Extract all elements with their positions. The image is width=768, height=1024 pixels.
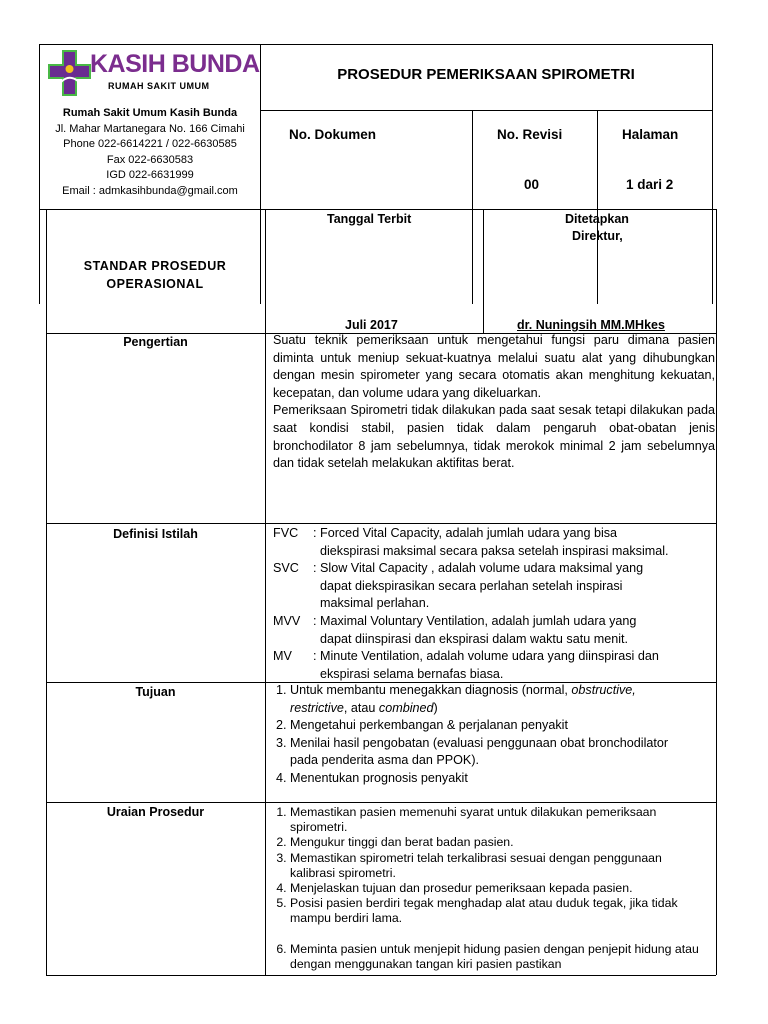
- mvv-term: MVV: [273, 613, 301, 628]
- mvv-desc: : Maximal Voluntary Ventilation, adalah jumlah udara yang: [313, 613, 637, 628]
- mv-term: MV: [273, 649, 292, 664]
- mv-desc: : Minute Ventilation, adalah volume udara yang diinspirasi dan: [313, 649, 659, 664]
- pengertian-content: [273, 332, 715, 473]
- pengertian-para2: Pemeriksaan Spirometri tidak dilakukan pada saat sesak tetapi dilakukan pada saat kondisi stabil, pasien tidak dalam pengaruh obat-obatan jenis bronchodilator 8 jam sebelumnya, tidak merokok minimal 2 jam sebelumnya dan tidak setelah melakukan aktifitas berat.: [273, 403, 715, 471]
- uraian-label: Uraian Prosedur: [106, 805, 205, 819]
- tujuan-item-2: 2. Mengetahui perkembangan & perjalanan penyakit: [290, 717, 693, 735]
- tanggal-terbit-label: Tanggal Terbit: [327, 212, 412, 226]
- fvc-desc-cont: diekspirasi maksimal secara paksa setelah inspirasi maksimal.: [320, 543, 669, 558]
- hospital-name: Rumah Sakit Umum Kasih Bunda: [62, 107, 238, 119]
- direktur-label: Direktur,: [572, 229, 623, 243]
- no-revisi-value: 00: [524, 177, 540, 192]
- svc-desc: : Slow Vital Capacity , adalah volume udara maksimal yang: [313, 561, 644, 576]
- definisi-svc: [273, 560, 715, 578]
- definisi-content: [273, 525, 715, 683]
- hospital-phone: Phone 022-6614221 / 022-6630585: [63, 138, 237, 151]
- tujuan-item-3: 3. Menilai hasil pengobatan (evaluasi penggunaan obat bronchodilator pada penderita asma dan PPOK).: [290, 735, 693, 770]
- hospital-contact: [40, 106, 260, 200]
- logo-name: KASIH BUNDA: [90, 50, 260, 78]
- tujuan-content: [273, 682, 693, 788]
- uraian-item-4: 4. Menjelaskan tujuan dan prosedur pemeriksaan kepada pasien.: [290, 881, 703, 896]
- uraian-item-1: 1. Memastikan pasien memenuhi syarat untuk dilakukan pemeriksaan spirometri.: [290, 805, 703, 835]
- mv-desc-cont: ekspirasi selama bernafas biasa.: [320, 666, 504, 681]
- sop-title-line1: STANDAR PROSEDUR: [83, 259, 227, 273]
- tujuan-item-1: 1. Untuk membantu menegakkan diagnosis (normal, obstructive, restrictive, atau combined): [290, 682, 693, 717]
- uraian-item-2: 2. Mengukur tinggi dan berat badan pasien.: [290, 835, 703, 850]
- cross-logo-icon: [47, 48, 93, 98]
- no-dokumen-label: No. Dokumen: [289, 127, 377, 142]
- hospital-email: Email : admkasihbunda@gmail.com: [62, 184, 238, 197]
- logo-subtitle: RUMAH SAKIT UMUM: [108, 81, 210, 91]
- uraian-item-6: 6. Meminta pasien untuk menjepit hidung pasien dengan penjepit hidung atau dengan menggunakan tangan kiri pasien pastikan: [290, 942, 703, 972]
- mvv-desc-cont: dapat diinspirasi dan ekspirasi dalam waktu satu menit.: [320, 631, 629, 646]
- tujuan-label: Tujuan: [135, 685, 176, 699]
- director-name: dr. Nuningsih MM.MHkes: [517, 318, 665, 332]
- uraian-item-5: 5. Posisi pasien berdiri tegak menghadap alat atau duduk tegak, jika tidak mampu berdiri lama.: [290, 896, 703, 926]
- definisi-fvc: [273, 525, 715, 543]
- svc-desc-cont2: maksimal perlahan.: [320, 596, 430, 611]
- hospital-igd: IGD 022-6631999: [106, 169, 194, 182]
- fvc-desc: : Forced Vital Capacity, adalah jumlah udara yang bisa: [313, 526, 618, 540]
- svc-desc-cont: dapat diekspirasikan secara perlahan setelah inspirasi: [320, 578, 623, 593]
- pengertian-para1: Suatu teknik pemeriksaan untuk mengetahui fungsi paru dimana pasien diminta untuk meniup sekuat-kuatnya melalui suatu alat yang dihubungkan dengan mesin spirometer yang secara otomatis akan menghitung kekuatan, kecepatan, dan volume udara yang dikeluarkan.: [273, 333, 715, 400]
- document-title: PROSEDUR PEMERIKSAAN SPIROMETRI: [337, 66, 635, 83]
- definisi-mv: [273, 648, 715, 666]
- definisi-mvv: [273, 613, 715, 631]
- sop-title-line2: OPERASIONAL: [106, 277, 204, 291]
- svc-term: SVC: [273, 561, 299, 576]
- halaman-value: 1 dari 2: [626, 177, 674, 192]
- uraian-item-3: 3. Memastikan spirometri telah terkalibrasi sesuai dengan penggunaan kalibrasi spirometri.: [290, 851, 703, 881]
- ditetapkan-label: Ditetapkan: [565, 212, 629, 226]
- sop-title: [46, 257, 264, 293]
- hospital-address: Jl. Mahar Martanegara No. 166 Cimahi: [55, 122, 245, 135]
- fvc-term: FVC: [273, 526, 299, 540]
- pengertian-label: Pengertian: [123, 335, 188, 349]
- definisi-label: Definisi Istilah: [113, 527, 198, 541]
- hospital-fax: Fax 022-6630583: [106, 153, 194, 166]
- no-revisi-label: No. Revisi: [497, 127, 563, 142]
- halaman-label: Halaman: [622, 127, 679, 142]
- uraian-content: [273, 805, 703, 972]
- tujuan-item-4: 4. Menentukan prognosis penyakit: [290, 770, 693, 788]
- tanggal-terbit-value: Juli 2017: [345, 318, 398, 332]
